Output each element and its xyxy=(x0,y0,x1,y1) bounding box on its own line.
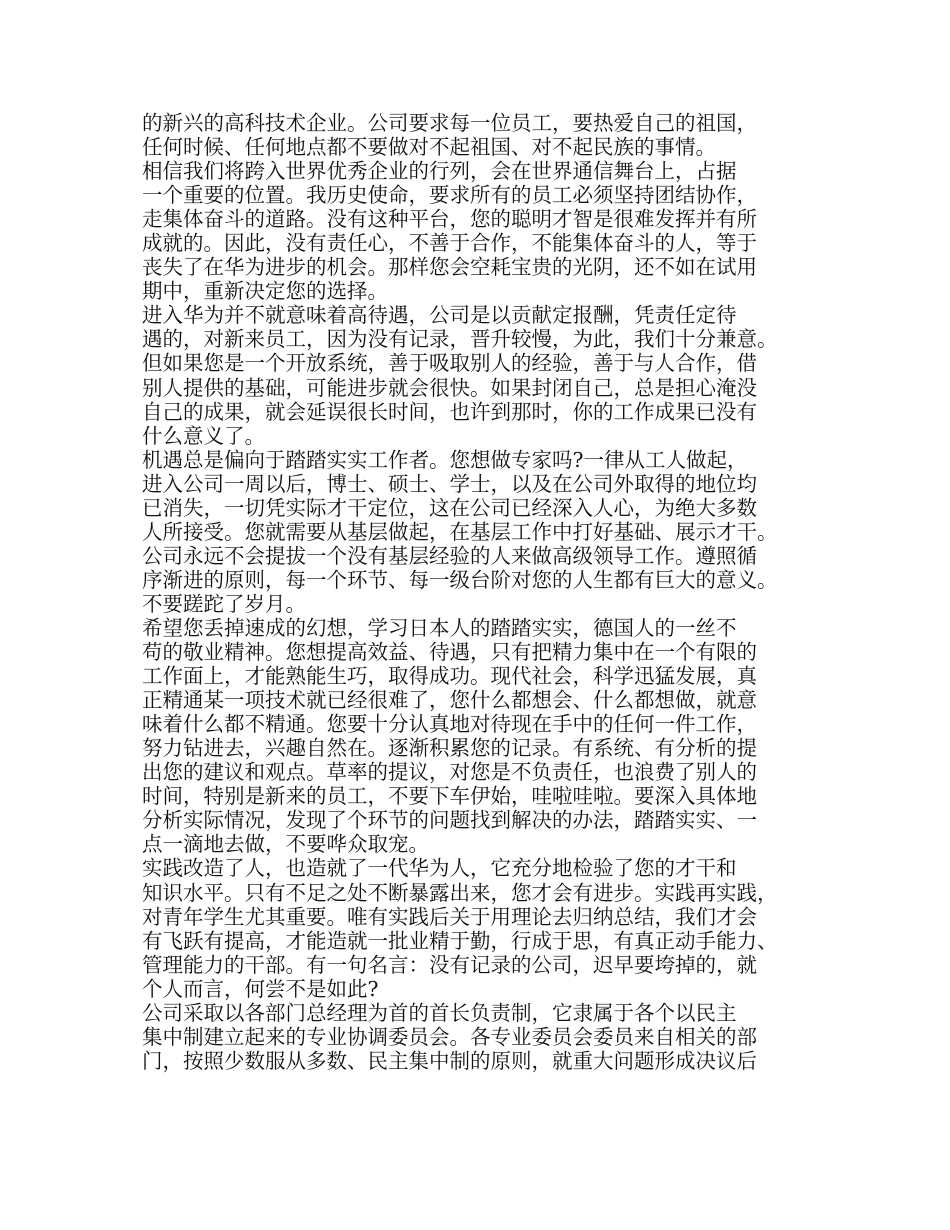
text-line: 出您的建议和观点。草率的提议，对您是不负责任，也浪费了别人的 xyxy=(142,760,757,785)
text-line: 进入华为并不就意味着高待遇，公司是以贡献定报酬，凭责任定待 xyxy=(142,303,737,328)
text-line: 什么意义了。 xyxy=(142,423,265,448)
text-line: 已消失，一切凭实际才干定位，这在公司已经深入人心，为绝大多数 xyxy=(142,495,757,520)
text-line: 点一滴地去做，不要哗众取宠。 xyxy=(142,832,429,857)
text-line: 时间，特别是新来的员工，不要下车伊始，哇啦哇啦。要深入具体地 xyxy=(142,784,757,809)
text-line: 遇的，对新来员工，因为没有记录，晋升较慢，为此，我们十分兼意。 xyxy=(142,327,778,352)
text-line: 机遇总是偏向于踏踏实实工作者。您想做专家吗?一律从工人做起， xyxy=(142,447,748,472)
text-line: 苟的敬业精神。您想提高效益、待遇，只有把精力集中在一个有限的 xyxy=(142,640,757,665)
text-line: 走集体奋斗的道路。没有这种平台，您的聪明才智是很难发挥并有所 xyxy=(142,207,757,232)
body-text xyxy=(142,111,822,1073)
text-line: 但如果您是一个开放系统，善于吸取别人的经验，善于与人合作，借 xyxy=(142,351,757,376)
text-line: 期中，重新决定您的选择。 xyxy=(142,279,388,304)
text-line: 相信我们将跨入世界优秀企业的行列，会在世界通信舞台上，占据 xyxy=(142,159,737,184)
text-line: 别人提供的基础，可能进步就会很快。如果封闭自己，总是担心淹没 xyxy=(142,375,757,400)
text-line: 门，按照少数服从多数、民主集中制的原则，就重大问题形成决议后 xyxy=(142,1048,757,1073)
text-line: 分析实际情况，发现了个环节的问题找到解决的办法，踏踏实实、一 xyxy=(142,808,757,833)
text-line: 序渐进的原则，每一个环节、每一级台阶对您的人生都有巨大的意义。 xyxy=(142,567,778,592)
text-line: 公司永远不会提拔一个没有基层经验的人来做高级领导工作。遵照循 xyxy=(142,543,757,568)
text-line: 实践改造了人，也造就了一代华为人，它充分地检验了您的才干和 xyxy=(142,856,737,881)
text-line: 人所接受。您就需要从基层做起，在基层工作中打好基础、展示才干。 xyxy=(142,519,778,544)
text-line: 知识水平。只有不足之处不断暴露出来，您才会有进步。实践再实践， xyxy=(142,880,778,905)
text-line: 成就的。因此，没有责任心，不善于合作，不能集体奋斗的人，等于 xyxy=(142,231,757,256)
text-line: 希望您丢掉速成的幻想，学习日本人的踏踏实实，德国人的一丝不 xyxy=(142,615,737,640)
text-line: 的新兴的高科技术企业。公司要求每一位员工，要热爱自己的祖国， xyxy=(142,111,757,135)
text-line: 个人而言，何尝不是如此? xyxy=(142,976,379,1001)
text-line: 味着什么都不精通。您要十分认真地对待现在手中的任何一件工作， xyxy=(142,712,757,737)
text-line: 集中制建立起来的专业协调委员会。各专业委员会委员来自相关的部 xyxy=(142,1024,757,1049)
text-line: 丧失了在华为进步的机会。那样您会空耗宝贵的光阴，还不如在试用 xyxy=(142,255,757,280)
text-line: 自己的成果，就会延误很长时间，也许到那时，你的工作成果已没有 xyxy=(142,399,757,424)
text-line: 正精通某一项技术就已经很难了，您什么都想会、什么都想做，就意 xyxy=(142,688,757,713)
text-line: 进入公司一周以后，博士、硕士、学士，以及在公司外取得的地位均 xyxy=(142,471,757,496)
text-line: 工作面上，才能熟能生巧，取得成功。现代社会，科学迅猛发展，真 xyxy=(142,664,757,689)
text-line: 一个重要的位置。我历史使命，要求所有的员工必须坚持团结协作， xyxy=(142,183,757,208)
text-line: 有飞跃有提高，才能造就一批业精于勤，行成于思，有真正动手能力、 xyxy=(142,928,778,953)
text-line: 管理能力的干部。有一句名言：没有记录的公司，迟早要垮掉的，就 xyxy=(142,952,757,977)
text-line: 公司采取以各部门总经理为首的首长负责制，它隶属于各个以民主 xyxy=(142,1000,737,1025)
text-line: 任何时候、任何地点都不要做对不起祖国、对不起民族的事情。 xyxy=(142,135,716,160)
text-line: 努力钻进去，兴趣自然在。逐渐积累您的记录。有系统、有分析的提 xyxy=(142,736,757,761)
text-line: 对青年学生尤其重要。唯有实践后关于用理论去归纳总结，我们才会 xyxy=(142,904,757,929)
text-line: 不要蹉跎了岁月。 xyxy=(142,591,306,616)
